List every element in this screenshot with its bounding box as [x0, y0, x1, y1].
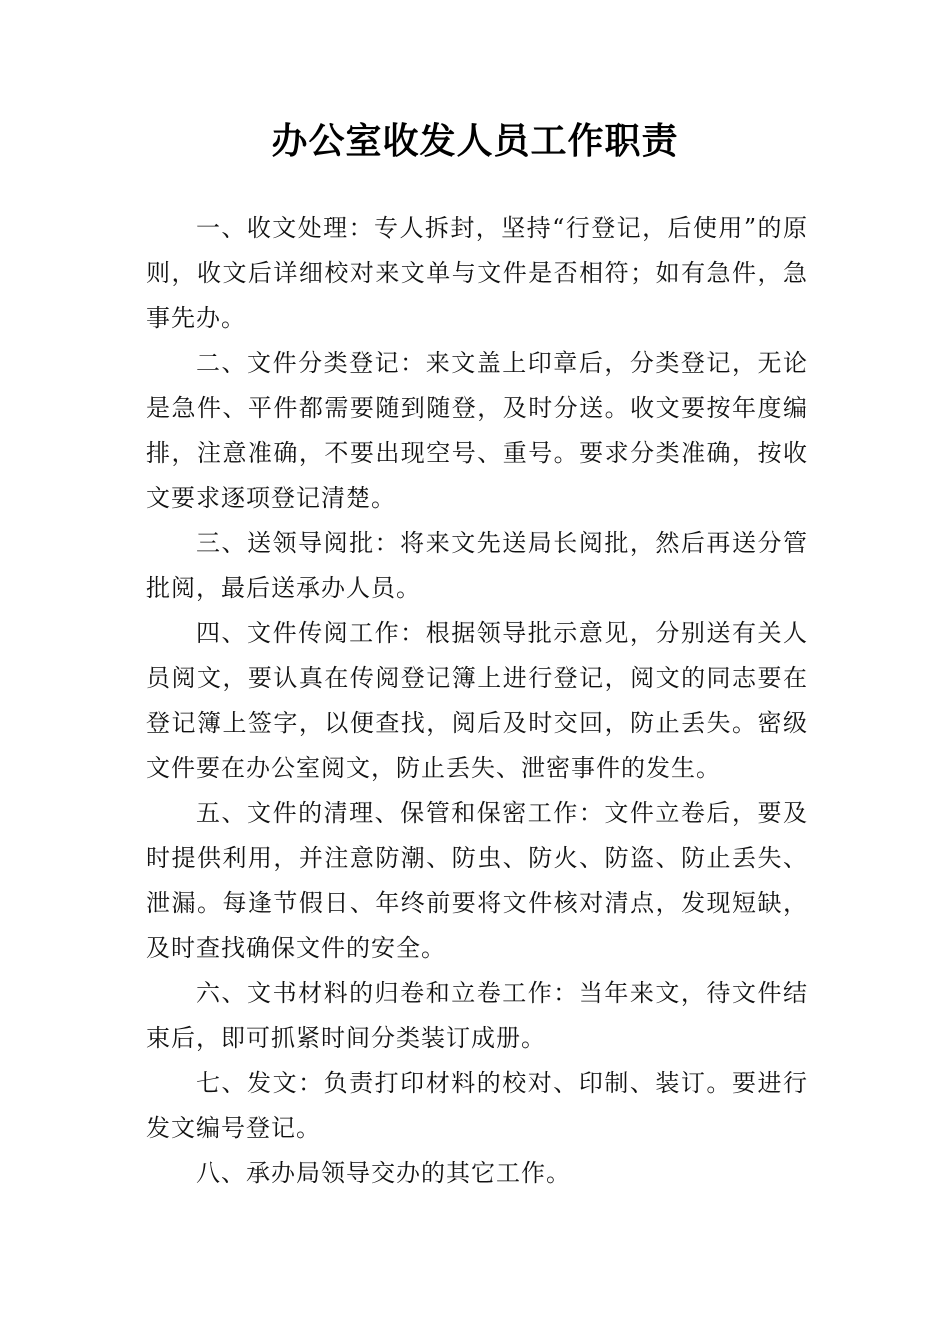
- document-body: [146, 206, 808, 1196]
- paragraph-1: 一、收文处理：专人拆封，坚持“行登记，后使用”的原则，收文后详细校对来文单与文件是否相符；如有急件，急事先办。: [146, 214, 808, 332]
- paragraph-6: 六、文书材料的归卷和立卷工作：当年来文，待文件结束后，即可抓紧时间分类装订成册。: [146, 979, 808, 1052]
- paragraph-4: 四、文件传阅工作：根据领导批示意见，分别送有关人员阅文，要认真在传阅登记簿上进行登记，阅文的同志要在登记簿上签字，以便查找，阅后及时交回，防止丢失。密级文件要在办公室阅文，防止丢失、泄密事件的发生。: [146, 619, 808, 782]
- paragraph-3: 三、送领导阅批：将来文先送局长阅批，然后再送分管批阅，最后送承办人员。: [146, 529, 808, 602]
- paragraph-8: 八、承办局领导交办的其它工作。: [196, 1159, 571, 1187]
- paragraph-7: 七、发文：负责打印材料的校对、印制、装订。要进行发文编号登记。: [146, 1069, 808, 1142]
- document-title: 办公室收发人员工作职责: [271, 121, 679, 162]
- paragraph-2: 二、文件分类登记：来文盖上印章后，分类登记，无论是急件、平件都需要随到随登，及时分送。收文要按年度编排，注意准确，不要出现空号、重号。要求分类准确，按收文要求逐项登记清楚。: [146, 349, 808, 512]
- paragraph-5: 五、文件的清理、保管和保密工作：文件立卷后，要及时提供利用，并注意防潮、防虫、防火、防盗、防止丢失、泄漏。每逢节假日、年终前要将文件核对清点，发现短缺，及时查找确保文件的安全。: [146, 799, 808, 962]
